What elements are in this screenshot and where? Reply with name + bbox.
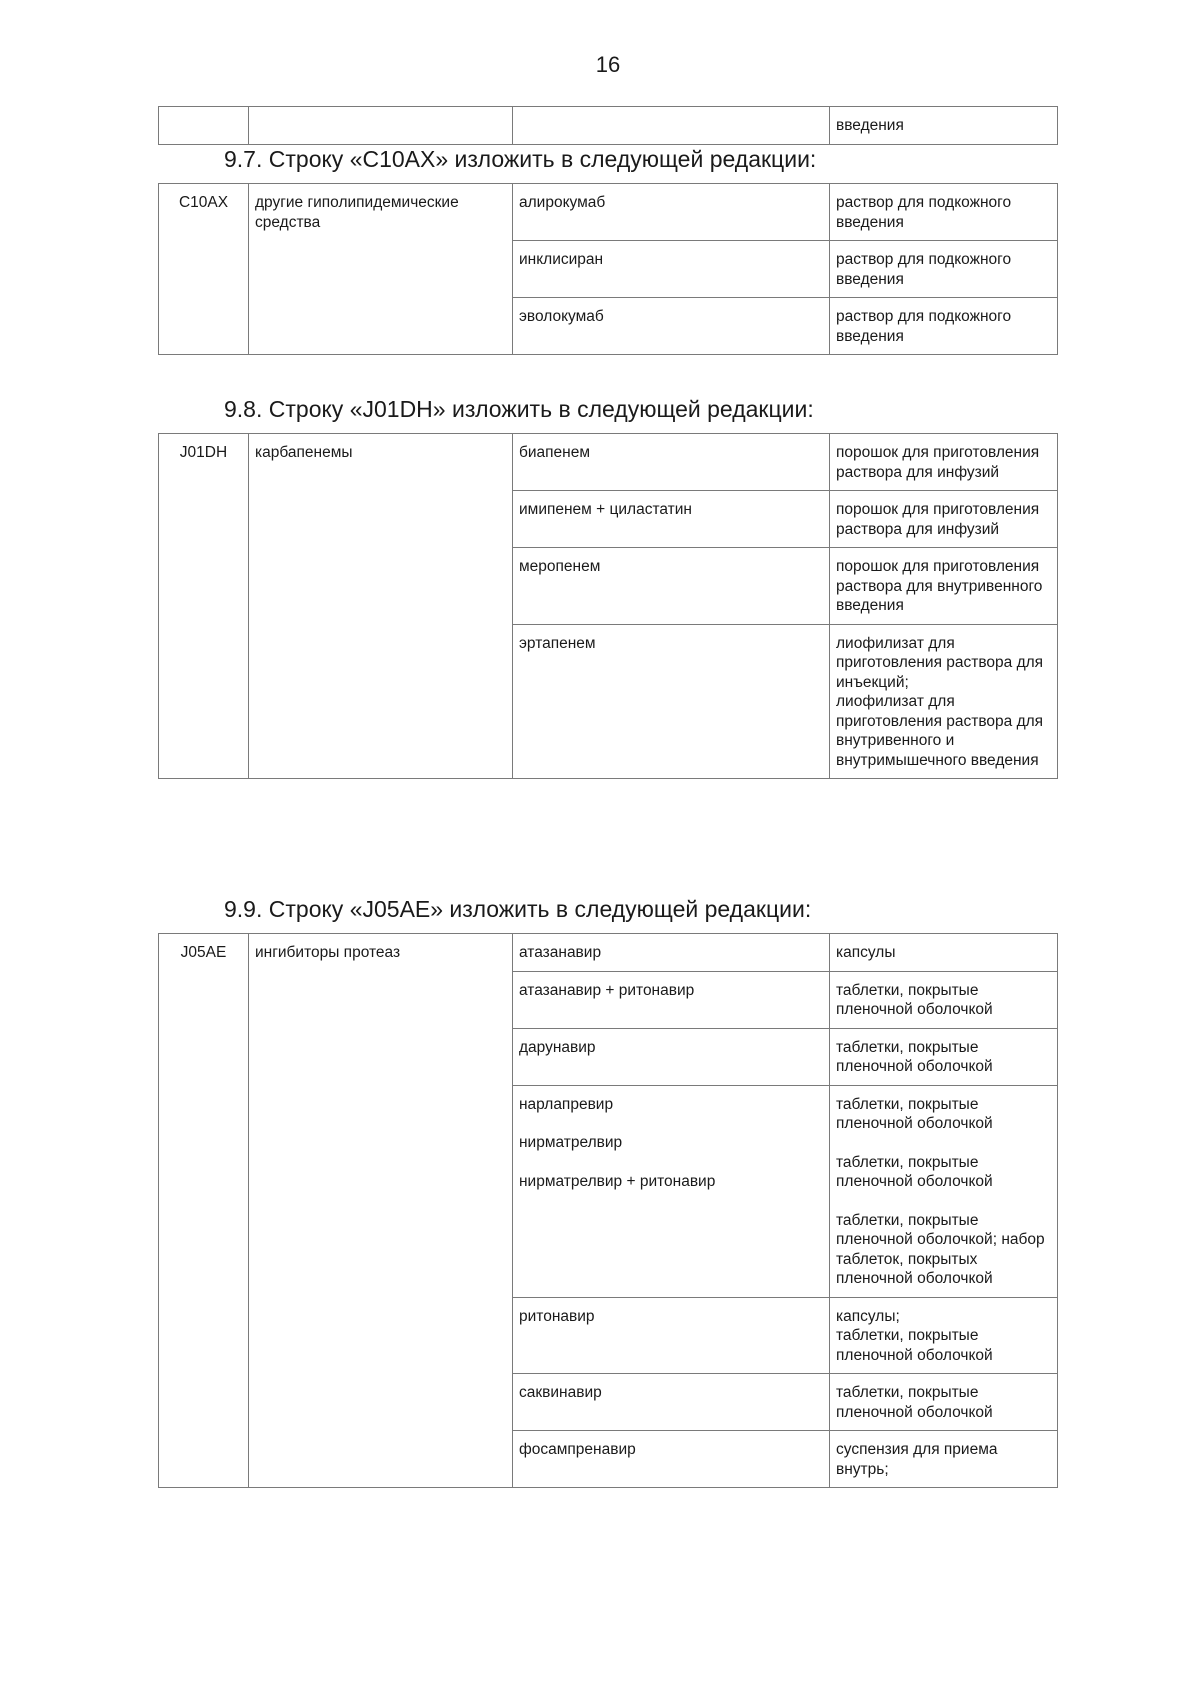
substance-name: дарунавир: [519, 1038, 596, 1056]
code-cell: [159, 107, 249, 145]
atc-code-cell: C10AX: [159, 184, 249, 355]
dosage-form: раствор для подкожного введения: [836, 251, 1012, 288]
form-cell: [830, 1374, 1058, 1431]
substance-cell: [513, 1085, 830, 1297]
group-name-cell: другие гиполипидемические средства: [249, 184, 513, 355]
substance-cell: [513, 184, 830, 241]
dosage-form: порошок для приготовления раствора для инфузий: [836, 501, 1040, 538]
form-cell: [830, 107, 1058, 145]
substance-cell: [513, 971, 830, 1028]
substance-cell: [513, 1028, 830, 1085]
section-heading: 9.8. Строку «J01DH» изложить в следующей редакции:: [224, 396, 814, 422]
substance-name: эволокумаб: [519, 308, 604, 325]
dosage-form: таблетки, покрытые пленочной оболочкой: [836, 1327, 993, 1364]
substance-name: нарлапревир: [519, 1095, 614, 1113]
substance-cell: [513, 934, 830, 972]
substance-name: фосампренавир: [519, 1441, 636, 1458]
substance-cell: [513, 298, 830, 355]
dosage-form: лиофилизат для приготовления раствора для внутривенного и внутримышечного введения: [836, 693, 1044, 769]
substance-name: биапенем: [519, 444, 591, 461]
dosage-form: порошок для приготовления раствора для внутривенного введения: [836, 558, 1043, 614]
substance-name: саквинавир: [519, 1384, 602, 1401]
substance-cell: [513, 434, 830, 491]
substance-cell: [513, 241, 830, 298]
form-cell: [830, 1297, 1058, 1374]
dosage-form: суспензия для приема внутрь;: [836, 1441, 998, 1478]
form-cell: [830, 624, 1058, 779]
dosage-form: капсулы: [836, 944, 896, 961]
form-cell: [830, 184, 1058, 241]
group-name-cell: ингибиторы протеаз: [249, 934, 513, 1488]
substance-cell: [513, 624, 830, 779]
substance-cell: [513, 1431, 830, 1488]
substance-name: эртапенем: [519, 634, 596, 652]
section-table-j01dh: [158, 433, 1058, 779]
substance-name: нирматрелвир + ритонавир: [519, 1172, 716, 1190]
continued-table-fragment: [158, 106, 1058, 145]
section-heading: 9.9. Строку «J05AE» изложить в следующей редакции:: [224, 896, 812, 922]
form-cell: [830, 434, 1058, 491]
section-heading: 9.7. Строку «C10AX» изложить в следующей редакции:: [224, 146, 817, 172]
dosage-form: таблетки, покрытые пленочной оболочкой: [836, 1384, 993, 1421]
dosage-form: раствор для подкожного введения: [836, 308, 1012, 345]
section-table-j05ae: [158, 933, 1058, 1488]
dosage-form: лиофилизат для приготовления раствора для инъекций;: [836, 634, 1044, 691]
dosage-form: раствор для подкожного введения: [836, 194, 1012, 231]
form-text: введения: [836, 117, 904, 134]
substance-name: атазанавир + ритонавир: [519, 981, 695, 999]
substance-cell: [513, 1297, 830, 1374]
table-row: [159, 434, 1058, 491]
dosage-form: таблетки, покрытые пленочной оболочкой; набор таблеток, покрытых пленочной оболочкой: [836, 1211, 1045, 1287]
substance-name: атазанавир: [519, 944, 602, 961]
substance-cell: [513, 548, 830, 625]
form-cell: [830, 491, 1058, 548]
substance-name: меропенем: [519, 558, 601, 575]
table-row: [159, 107, 1058, 145]
form-cell: [830, 1085, 1058, 1297]
dosage-form: порошок для приготовления раствора для инфузий: [836, 444, 1040, 481]
group-cell: [249, 107, 513, 145]
atc-code-cell: J05AE: [159, 934, 249, 1488]
substance-name: алирокумаб: [519, 194, 606, 211]
dosage-form: таблетки, покрытые пленочной оболочкой: [836, 1095, 993, 1132]
table-row: [159, 934, 1058, 972]
section-table-c10ax: [158, 183, 1058, 355]
table-row: [159, 184, 1058, 241]
form-cell: [830, 298, 1058, 355]
form-cell: [830, 971, 1058, 1028]
form-cell: [830, 241, 1058, 298]
form-cell: [830, 1431, 1058, 1488]
group-name-cell: карбапенемы: [249, 434, 513, 779]
dosage-form: капсулы;: [836, 1307, 900, 1325]
form-cell: [830, 1028, 1058, 1085]
dosage-form: таблетки, покрытые пленочной оболочкой: [836, 1038, 993, 1075]
substance-name: инклисиран: [519, 251, 604, 268]
substance-name: ритонавир: [519, 1307, 595, 1325]
substance-name: имипенем + циластатин: [519, 501, 692, 518]
form-cell: [830, 548, 1058, 625]
substance-name: нирматрелвир: [519, 1134, 623, 1151]
form-cell: [830, 934, 1058, 972]
substance-cell: [513, 107, 830, 145]
dosage-form: таблетки, покрытые пленочной оболочкой: [836, 1153, 993, 1190]
atc-code-cell: J01DH: [159, 434, 249, 779]
substance-cell: [513, 491, 830, 548]
dosage-form: таблетки, покрытые пленочной оболочкой: [836, 981, 993, 1018]
page-number: 16: [595, 52, 621, 77]
substance-cell: [513, 1374, 830, 1431]
